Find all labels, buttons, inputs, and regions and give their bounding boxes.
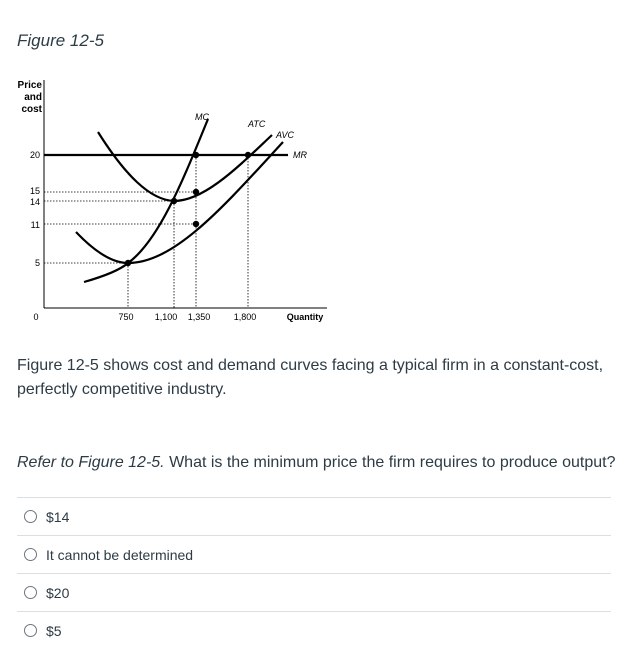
answer-option-label: It cannot be determined	[46, 546, 194, 563]
y-tick-0: 0	[33, 312, 39, 322]
x-tick-1350: 1,350	[187, 312, 211, 322]
figure-title: Figure 12-5	[17, 31, 104, 50]
question-body: What is the minimum price the firm requires to produce output?	[164, 454, 616, 471]
question-text	[17, 451, 617, 475]
x-tick-1800: 1,800	[233, 312, 257, 322]
avc-curve	[76, 142, 283, 263]
answer-option-label: $5	[46, 622, 62, 639]
answer-options	[17, 497, 611, 649]
point-1350-20	[193, 152, 199, 158]
radio-button[interactable]	[24, 624, 37, 637]
radio-button[interactable]	[24, 586, 37, 599]
answer-option-20[interactable]	[17, 573, 611, 611]
point-1800-20	[245, 152, 251, 158]
y-axis-label-line-1: Price	[17, 80, 42, 91]
question-figure-reference: Refer to Figure 12-5.	[17, 454, 165, 471]
x-axis-label: Quantity	[286, 312, 324, 322]
answer-option-label: $14	[46, 508, 70, 525]
x-tick-1100: 1,100	[154, 312, 178, 322]
y-tick-15: 15	[29, 186, 40, 196]
answer-option-cannot-be-determined[interactable]	[17, 535, 611, 573]
point-1350-15	[193, 189, 199, 195]
answer-option-14[interactable]	[17, 497, 611, 535]
y-axis-label-line-3: cost	[21, 104, 42, 115]
point-1350-11	[193, 221, 199, 227]
answer-option-label: $20	[46, 584, 70, 601]
y-tick-11: 11	[30, 220, 40, 230]
y-tick-14: 14	[29, 197, 40, 207]
y-tick-5: 5	[34, 258, 40, 268]
figure-description: Figure 12-5 shows cost and demand curves facing a typical firm in a constant-cost, perfectly competitive industry.	[17, 357, 604, 398]
y-axis-label-line-2: and	[24, 92, 42, 103]
mr-label: MR	[293, 150, 307, 160]
y-tick-20: 20	[29, 150, 40, 160]
radio-button[interactable]	[24, 510, 37, 523]
point-1100-14	[171, 198, 177, 204]
atc-curve	[98, 132, 272, 201]
answer-option-5[interactable]	[17, 611, 611, 649]
point-750-5	[125, 260, 131, 266]
radio-button[interactable]	[24, 548, 37, 561]
atc-label: ATC	[248, 119, 266, 129]
x-tick-750: 750	[118, 312, 134, 322]
mc-label: MC	[195, 112, 209, 122]
mc-curve	[84, 119, 208, 282]
avc-label: AVC	[276, 130, 295, 140]
